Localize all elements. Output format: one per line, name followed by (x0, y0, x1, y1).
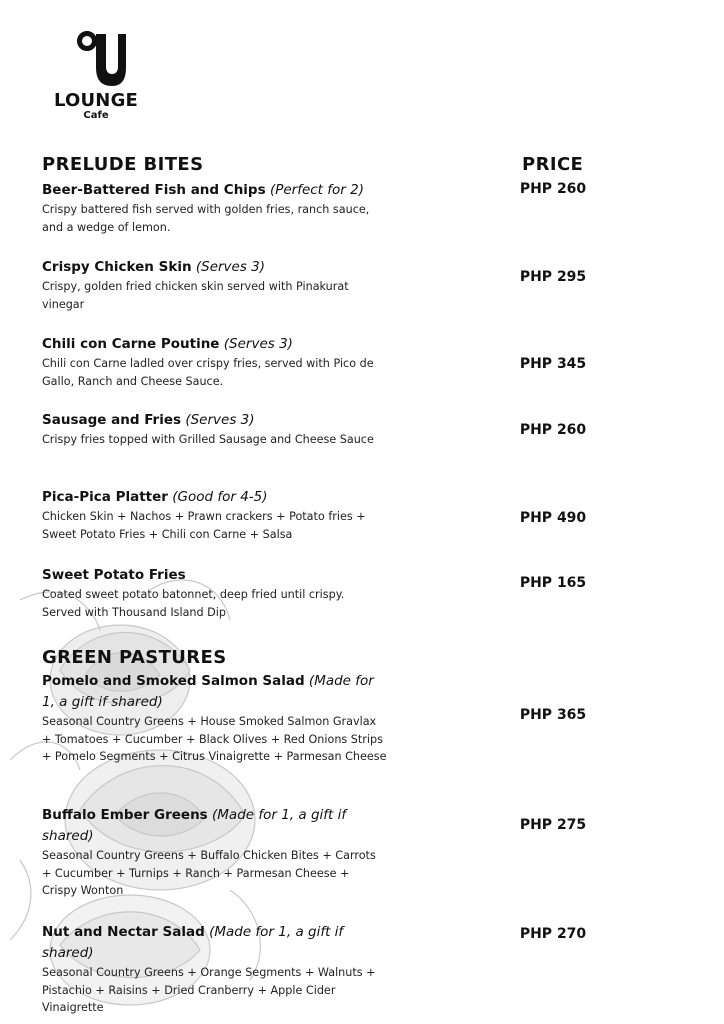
item-note: (Serves 3) (223, 336, 293, 352)
item-price: PHP 490 (519, 510, 587, 526)
item-description: Crispy, golden fried chicken skin served with Pinakurat vinegar (42, 280, 349, 311)
item-note: (Made for 1, a gift if shared) (42, 673, 374, 710)
brand-name: LOUNGE (53, 90, 139, 111)
item-name: Pica-Pica Platter (42, 489, 168, 505)
item-price: PHP 345 (519, 356, 587, 372)
brand-logo (46, 30, 146, 125)
item-description: Chili con Carne ladled over crispy fries, served with Pico de Gallo, Ranch and Cheese Sauce. (42, 357, 374, 388)
item-price: PHP 260 (519, 422, 587, 438)
menu-item (42, 565, 387, 621)
menu-item (42, 922, 387, 1017)
brand-sub: Cafe (83, 110, 109, 121)
menu-item (42, 410, 387, 449)
item-note: (Good for 4-5) (172, 489, 268, 505)
menu-item (42, 805, 387, 900)
item-note: (Made for 1, a gift if shared) (42, 924, 344, 961)
item-description: Seasonal Country Greens + Buffalo Chicken Bites + Carrots + Cucumber + Turnips + Ranch + Parmesan Cheese + Crispy Wonton (42, 849, 376, 897)
menu-item (42, 487, 387, 543)
section-title-prelude-bites: PRELUDE BITES (42, 154, 204, 175)
item-description: Chicken Skin + Nachos + Prawn crackers + Potato fries + Sweet Potato Fries + Chili con Carne + Salsa (42, 510, 366, 541)
item-note: (Perfect for 2) (269, 182, 364, 198)
item-description: Seasonal Country Greens + Orange Segments + Walnuts + Pistachio + Raisins + Dried Cranberry + Apple Cider Vinaigrette (42, 966, 376, 1014)
item-name: Beer-Battered Fish and Chips (42, 182, 266, 198)
item-price: PHP 295 (519, 269, 587, 285)
item-price: PHP 275 (519, 817, 587, 833)
item-description: Crispy fries topped with Grilled Sausage and Cheese Sauce (42, 433, 374, 446)
item-description: Coated sweet potato batonnet, deep fried until crispy. Served with Thousand Island Dip (42, 588, 345, 619)
menu-item (42, 180, 387, 236)
item-description: Crispy battered fish served with golden fries, ranch sauce, and a wedge of lemon. (42, 203, 370, 234)
item-note: (Made for 1, a gift if shared) (42, 807, 347, 844)
item-name: Crispy Chicken Skin (42, 259, 192, 275)
item-price: PHP 365 (519, 707, 587, 723)
item-name: Sweet Potato Fries (42, 567, 186, 583)
item-note: (Serves 3) (185, 412, 255, 428)
item-name: Buffalo Ember Greens (42, 807, 208, 823)
item-price: PHP 165 (519, 575, 587, 591)
u-lounge-logo-icon (76, 30, 126, 88)
menu-item (42, 257, 387, 313)
item-note: (Serves 3) (195, 259, 266, 275)
price-column-header: PRICE (522, 154, 584, 175)
item-name: Nut and Nectar Salad (42, 924, 205, 940)
menu-item (42, 671, 387, 766)
item-name: Chili con Carne Poutine (42, 336, 220, 352)
item-name: Pomelo and Smoked Salmon Salad (42, 673, 305, 689)
item-price: PHP 270 (519, 926, 587, 942)
item-description: Seasonal Country Greens + House Smoked Salmon Gravlax + Tomatoes + Cucumber + Black Olives + Red Onions Strips + Pomelo Segments + Citrus Vinaigrette + Parmesan Cheese (42, 715, 387, 763)
section-title-green-pastures: GREEN PASTURES (42, 647, 227, 668)
item-price: PHP 260 (519, 181, 587, 197)
item-name: Sausage and Fries (42, 412, 182, 428)
menu-item (42, 334, 387, 390)
